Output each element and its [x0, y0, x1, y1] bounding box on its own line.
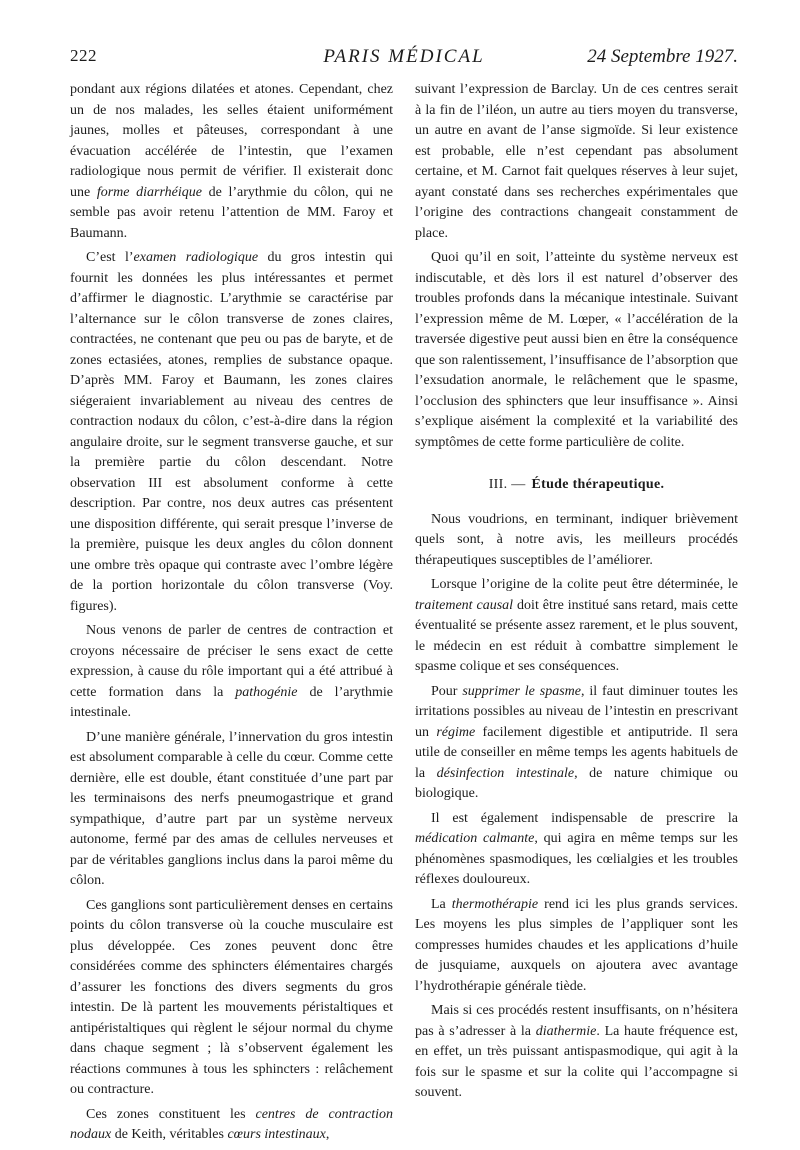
- paragraph: Lorsque l’origine de la colite peut être déterminée, le traitement causal doit être institué sans retard, mais cette éventualité se présente assez rarement, et le plus souvent, le médecin en est réduit à combattre simplement le spasme colique et ses conséquences.: [415, 577, 738, 674]
- paragraph: pondant aux régions dilatées et atones. Cependant, chez un de nos malades, les selles étaient uniformément jaunes, molles et pâteuses, correspondant à une évacuation accélérée de l’intestin, que l’examen radiologique nous permit de vérifier. Il existerait donc une forme diarrhéique de l’arythmie du côlon, qui ne semble pas avoir retenu l’attention de MM. Faroy et Baumann.: [70, 82, 394, 241]
- paragraph: Ces ganglions sont particulièrement denses en certains points du côlon transverse où la couche musculaire est plus développée. Ces zones peuvent donc être considérées comme des sphincters élémentaires chargés d’assurer les fonctions des divers segments du gros intestin. De là partent les mouvements péristaltiques et antipéristaltiques qui règlent le séjour normal du chyme dans chaque segment ; là s’observent également les réactions communes à tous les sphincters : relâchement ou contracture.: [70, 897, 393, 1097]
- paragraph: C’est l’examen radiologique du gros intestin qui fournit les données les plus intéressantes et permet d’affirmer le diagnostic. L’arythmie se caractérise par l’alternance sur le côlon transverse de zones claires, contractées, ne contenant que peu ou pas de baryte, et de zones ectasiées, atones, remplies de substance opaque. D’après MM. Faroy et Baumann, les zones claires siégeraient invariablement au niveau des centres de contraction nodaux du côlon, c’est-à-dire dans la région angulaire droite, sur le segment transverse gauche, et sur la première partie du côlon descendant. Notre observation III est absolument conforme à cette description. Par contre, nos deux autres cas présentent une disposition différente, qui serait presque l’inverse de la première, puisque les deux angles du côlon donnent une ombre très opaque qui contraste avec l’ombre légère de la portion horizontale du côlon transverse (Voy. figures).: [70, 250, 393, 614]
- paragraph: D’une manière générale, l’innervation du gros intestin est absolument comparable à celle du cœur. Comme cette dernière, elle est double, étant constituée d’une part par les terminaisons des nerfs pneumogastrique et grand sympathique, d’autre part par un système nerveux autonome, fermé par des amas de cellules nerveuses et par de véritables ganglions inclus dans la paroi même du côlon.: [70, 729, 393, 888]
- right-column: [415, 80, 738, 1108]
- journal-title: PARIS MÉDICAL: [323, 46, 485, 67]
- paragraph: La thermothérapie rend ici les plus grands services. Les moyens les plus simples de l’appliquer sont les compresses humides chaudes et les applications d’huile de jusquiame, auxquels on ajoutera avec avantage l’hydrothérapie générale tiède.: [415, 896, 738, 994]
- section-number: III. —: [488, 477, 526, 492]
- paragraph: Ces zones constituent les centres de contraction nodaux de Keith, véritables cœurs intestinaux,: [70, 1106, 393, 1142]
- paragraph: Pour supprimer le spasme, il faut diminuer toutes les irritations possibles au niveau de l’intestin en prescrivant un régime facilement digestible et antiputride. Il sera utile de conseiller en même temps les agents habituels de la désinfection intestinale, de nature chimique ou biologique.: [415, 683, 738, 801]
- paragraph: Mais si ces procédés restent insuffisants, on n’hésitera pas à s’adresser à la diathermie. La haute fréquence est, en effet, un très puissant antispasmodique, qui agit à la fois sur le spasme et sur la colite qui l’accompagne si souvent.: [415, 1003, 738, 1100]
- paragraph: Nous venons de parler de centres de contraction et croyons nécessaire de préciser le sens exact de cette expression, à cause du rôle important qui a été attribué à cette formation dans la pathogénie de l’arythmie intestinale.: [70, 623, 393, 720]
- paragraph: Nous voudrions, en terminant, indiquer brièvement quels sont, à notre avis, les meilleurs procédés thérapeutiques susceptibles de l’améliorer.: [415, 511, 738, 568]
- section-title: Étude thérapeutique.: [531, 477, 665, 492]
- page-header: [70, 46, 738, 70]
- paragraph: Quoi qu’il en soit, l’atteinte du système nerveux est indiscutable, et dès lors il est naturel d’observer des troubles profonds dans la mécanique intestinale. Suivant l’expression même de M. Lœper, « l’accélération de la traversée digestive peut aussi bien en être la conséquence que son ralentissement, l’insuffisance de l’absorption que l’exsudation anormale, le relâchement que le spasme, l’occlusion des sphincters que leur insuffisance ». Ainsi s’explique aisément la complexité et la variabilité des symptômes de cette forme particulière de colite.: [415, 250, 738, 450]
- paragraph: suivant l’expression de Barclay. Un de ces centres serait à la fin de l’iléon, un autre au tiers moyen du transverse, un autre en avant de l’anse sigmoïde. Si leur existence est probable, elle n’est cependant pas absolument certaine, et M. Carnot fait quelques réserves à leur sujet, ayant constaté dans ses recherches expérimentales que l’origine des contractions changeait constamment de place.: [415, 82, 738, 241]
- paragraph: Il est également indispensable de prescrire la médication calmante, qui agira en même temps sur les phénomènes spasmodiques, les cœlialgies et les troubles réflexes douloureux.: [415, 810, 738, 887]
- section-heading: [415, 475, 738, 496]
- page-number: 222: [70, 46, 97, 65]
- issue-date: 24 Septembre 1927.: [587, 46, 738, 67]
- left-column: [70, 80, 393, 1150]
